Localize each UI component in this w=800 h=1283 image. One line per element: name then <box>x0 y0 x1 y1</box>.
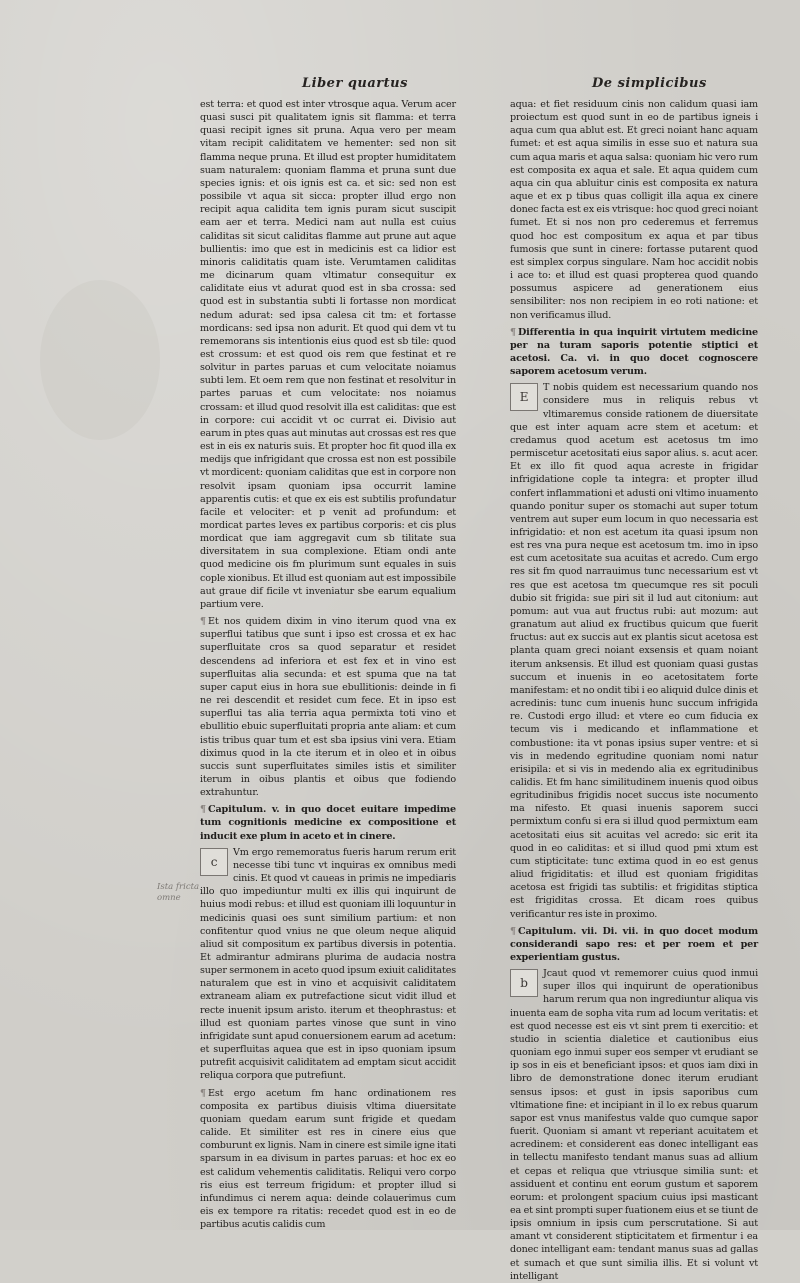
chapter-heading-7-text: Capitulum. vii. Di. vii. in quo docet modum considerandi sapo res: et per roem et per experientiam gustus. <box>510 925 758 963</box>
right-paragraph-5-text: Jcaut quod vt rememorer cuius quod inmui super illos qui inquirunt de operationibus harum rerum qua non ingrediuntur aliqua vis inuenta eam de sopha vita rum ad locum veritatis: et est quod necesse est eis vt sint prem ti exercitio: et studio in scientia dialetice et cautionibus eius quoniam ego inmui super eos semper vt erudiant se ip sos in eis et beneficiant ipsos: et quos iam dixi in libro de demonstratione donec iterum erudiant sensus ipsos: et gust in ipsis saporibus cum vltimatione fine: et incipiant in il lo ex rebus quarum sapor est vnus manifestus valde quo cumque sapor fuerit. Quoniam si amant vt reperiant acuitatem et acredinem: et considerent eas donec intelligant eas in tellectu manifesto tendant manus suas ad allium et cepas et reliqua que vtriusque similia sunt: et assiduent et continu ent eorum gustum et saporem eorum: et prolongent spacium cuius ipsi masticant ea et sint prompti super fuationem eius et se tiunt de ipsis omnium in ipsis cum perscrutatione. Si aut amant vt considerent stipticitatem et firmentur i ea donec intelligant eam: tendant manus suas ad gallas et sumach et que sunt similia illis. Et si volunt vt intelligant <box>510 968 758 1282</box>
left-paragraph-5 <box>200 1087 456 1232</box>
left-paragraph-5-text: Est ergo acetum fm hanc ordinationem res composita ex partibus diuisis vltima diuersitate quoniam quedam earum sunt frigide et quedam calide. Et similiter est res in cinere eius que comburunt ex lignis. Nam in cinere est simile igne itati sparsum in ea divisum in partes paruas: et hoc ex eo est calidum vehementis caliditatis. Reliqui vero corpo ris eius est terreum frigidum: et propter illud si infundimus ci nerem aqua: deinde colauerimus cum eis ex tempore ra ritatis: recedet quod est in eo de partibus acutis calidis cum <box>200 1087 456 1231</box>
paragraph-mark-icon: ¶ <box>200 616 206 628</box>
left-paragraph-4 <box>200 846 456 1083</box>
left-paragraph-2-text: Et nos quidem dixim in vino iterum quod vna ex superflui tatibus que sunt i ipso est crossa et ex hac superfluitate cros sa quod separatur et residet descendens ad inferiora et est fex et in vino est superfluitas alia secunda: et est spuma que na tat super caput eius in hora sue ebullitionis: deinde in fi ne rei descendit et residet cum fece. Et in ipso est superflui tas alia terria aqua permixta toti vino et ebullitio ebuic superfluitati propria ante aliam: et cum istis tribus quar tum et est sba ipsius vini vera. Etiam diximus quod in la cte iterum et in oleo et in oibus succis sunt superfluitates similes istis et similiter iterum in oibus plantis et oibus que fodiendo extrahuntur. <box>200 616 456 799</box>
left-paragraph-1: est terra: et quod est inter vtrosque aqua. Verum acer quasi susci pit qualitatem ignis sit flamma: et terra quasi recipit ignes sit pruna. Aqua vero per meam vitam recipit caliditatem ve hementer: sed non sit flamma neque pruna. Et illud est propter humiditatem suam naturalem: quoniam flamma et pruna sunt due species ignis: et ois ignis est ca. et sic: sed non est possibile vt aqua sit sicca: propter illud ergo non recipit aqua calidita tem ignis puram sicut suscipit eam aer et terra. Medici nam aut nulla est cuius caliditas sit sicut caliditas flamme aut prune aut aque bullientis: imo que est in medicinis est ca lidior est minoris caliditatis quam iste. Verumtamen caliditas me dicinarum quam vltimatur consequitur ex caliditate eius vt adurat quod est in sba crossa: sed quod est in substantia subti li fortasse non mordicat nedum adurat: sed ipsa calesa cit tm: et fortasse mordicans: sed ipsa non adurit. Et quod qui dem vt tu rememorans sis intentionis eius quod est sb tile: quod est crossum: et est quod ois rem que festinat et re solvitur in partes paruas et cum velocitate noiamus subti lem. Et oem rem que non festinat et resolvitur in partes paruas et cum velocitate: nos noiamus crossam: et illud quod resolvit illa est caliditas: que est in corpore: cui accidit vt oc currat ei. Divisio aut earum in ptes quas aut minutas aut crossas est res que est in eis ex naturis suis. Et propter hoc fit quod illa ex medijs que infrigidant que crossa est non est possibile vt mordicent: quoniam caliditas que est in corpore non resolvit ipsam quoniam ipsa occurrit lamine apparentis cutis: et que ex eis est subtilis profundatur facile et velociter: et p venit ad profundum: et mordicat partes leves ex partibus corporis: et cis plus mordicat que iam aggregavit cum sb tilitate sua diversitatem in sua complexione. Etiam ondi ante quod medicine ois fm plurimum sunt equales in suis cople xionibus. Et illud est quoniam aut est impossibile aut graue dif ficile vt inveniatur sbe earum equalium partium vere. <box>200 99 456 610</box>
right-paragraph-1: aqua: et fiet residuum cinis non calidum quasi iam proiectum est quod sunt in eo de partibus igneis i aqua cum qua ablut est. Et greci noiant hanc aquam fumet: et est aqua similis in esse suo et natura sua cum aqua maris et aqua salsa: quoniam hic vero rum est composita ex aqua et sale. Et aqua quidem cum aqua cin qua abluitur cinis est composita ex natura aque et ex p tibus quas colligit illa aqua ex cinere donec facta est ex eis vtrisque: hoc quod greci noiant fumet. Et si nos non pro cederemus et ferremus quod hoc est compositum ex aqua et par tibus fumosis que sunt in cinere: fortasse putarent quod est simplex corpus singulare. Nam hoc accidit nobis i ace to: et illud est quasi propterea quod quando possumus aspicere ad generationem eius sensibiliter: nos non recipiem in eo roti natione: et non verificamus illud. <box>510 99 758 321</box>
right-text-column <box>510 98 758 1282</box>
chapter-heading-6 <box>510 326 758 379</box>
initial-letter: c <box>200 848 228 876</box>
running-head-left: Liber quartus <box>302 76 408 91</box>
left-paragraph-4-text: Vm ergo rememoratus fueris harum rerum erit necesse tibi tunc vt inquiras ex omnibus medi cinis. Et quod vt caueas in primis ne impediaris illo quo impediuntur multi ex illis qui inquirunt de huius modi rebus: et illud est quoniam illi loquuntur in medicinis quasi oes sunt similium partium: et non confitentur quod vnius ne que oleum neque aliquid aliud sit compositum ex partibus diversis in potentia. Et admirantur admirans plurima de audacia nostra super sermonem in aceto quod ipsum exiuit caliditates naturalem que est in vino et acquisivit caliditatem extraneam aliam ex putrefactione sicut vidit illud et recte inuenit ipsum aristo. iterum et theophrastus: et illud est quoniam partes vinose que sunt in vino infrigidate sunt apud conuersionem earum ad acetum: et superfluitas aquea que est in ipso quoniam ipsum putrefit acquisivit caliditatem ad emptam sicut accidit reliqua corpora que putrefiunt. <box>200 846 456 1082</box>
initial-letter: b <box>510 969 538 997</box>
running-head-right: De simplicibus <box>592 76 707 91</box>
right-paragraph-5 <box>510 967 758 1283</box>
initial-letter: E <box>510 383 538 411</box>
chapter-heading-6-text: Differentia in qua inquirit virtutem medicine per na turam saporis potentie stiptici et acetosi. Ca. vi. in quo docet cognoscere saporem acetosum verum. <box>510 326 758 378</box>
paragraph-mark-icon: ¶ <box>200 1087 206 1099</box>
chapter-heading-5 <box>200 803 456 842</box>
chapter-heading-7 <box>510 925 758 964</box>
paragraph-mark-icon: ¶ <box>510 925 516 937</box>
margin-annotation: Ista fricta omne <box>157 882 200 903</box>
paragraph-mark-icon: ¶ <box>510 326 516 338</box>
paper-stain <box>40 280 160 440</box>
paragraph-mark-icon: ¶ <box>200 804 206 816</box>
left-paragraph-2 <box>200 615 456 799</box>
left-text-column <box>200 98 456 1231</box>
right-paragraph-3-text: T nobis quidem est necessarium quando nos considere mus in reliquis rebus vt vltimaremus conside rationem de diuersitate que est inter aquam acre stem et acetum: et credamus quod acetum est acetosus tm imo permiscetur acetositati eius sapor alius. s. acut acer. Et ex illo fit quod aqua acreste in frigidar infrigidatione cople ta integra: et propter illud confert inflammationi et adusti oni vltimo inuamento quando ponitur super os stomachi aut super totum ventrem aut super eum locum in quo necessaria est infrigidatio: et non est acetum ita quasi ipsum non est res vna pura neque est acetosum tm. imo in ipso est cum acetositate sua acuitas et acredo. Cum ergo res sit fm quod narrauimus tunc necessarium est vt res que est acetosa tm quecumque res sit poculi dubio sit frigida: sue piri sit il lud aut citonium: aut pomum: aut vua aut fructus rubi: aut mozum: aut granatum aut aliud ex fructibus quicum que fuerit fructus: aut ex succis aut ex plantis sicut acetosa est planta quam greci noiant exsensis et quam noiant iterum anksensis. Et illud est quoniam quasi gustas succum et inuenis in eo acetositatem forte manifestam: et no ondit tibi i eo aliquid dulce dinis et acredinis: tunc cum inuenis hunc succum infrigida re. Custodi ergo illud: et vtere eo cum fiducia ex tecum vis i medicando et inflammatione et combustione: ita vt ponas ipsius super ventre: et si vis in medendo egritudine quoniam nomi natur erisipila: et si vis in medendo alia ex egritudinibus calidis. Et fm hanc similitudinem inuenis quod oibus egritudinibus frigidis nocet succus iste nocumento ma nifesto. Et quasi inuenis saporem succi permixtum confu si era si illud quod permixtum eam acetositati eius sit acuitas vel acredo: sic erit ita quod in eo caliditas: et si illud quod pmi xtum est cum stipticitate: tunc extima quod in eo est genus aliud frigiditatis: et illud est quoniam frigiditas acetosa est frigidi tas subtilis: et frigiditas stiptica est frigiditas crossa. Et dicam roes quibus verificantur res iste in proximo. <box>510 382 758 920</box>
chapter-heading-5-text: Capitulum. v. in quo docet euitare impedime tum cognitionis medicine ex compositione et inducit exe plum in aceto et in cinere. <box>200 804 456 842</box>
right-paragraph-3 <box>510 381 758 920</box>
